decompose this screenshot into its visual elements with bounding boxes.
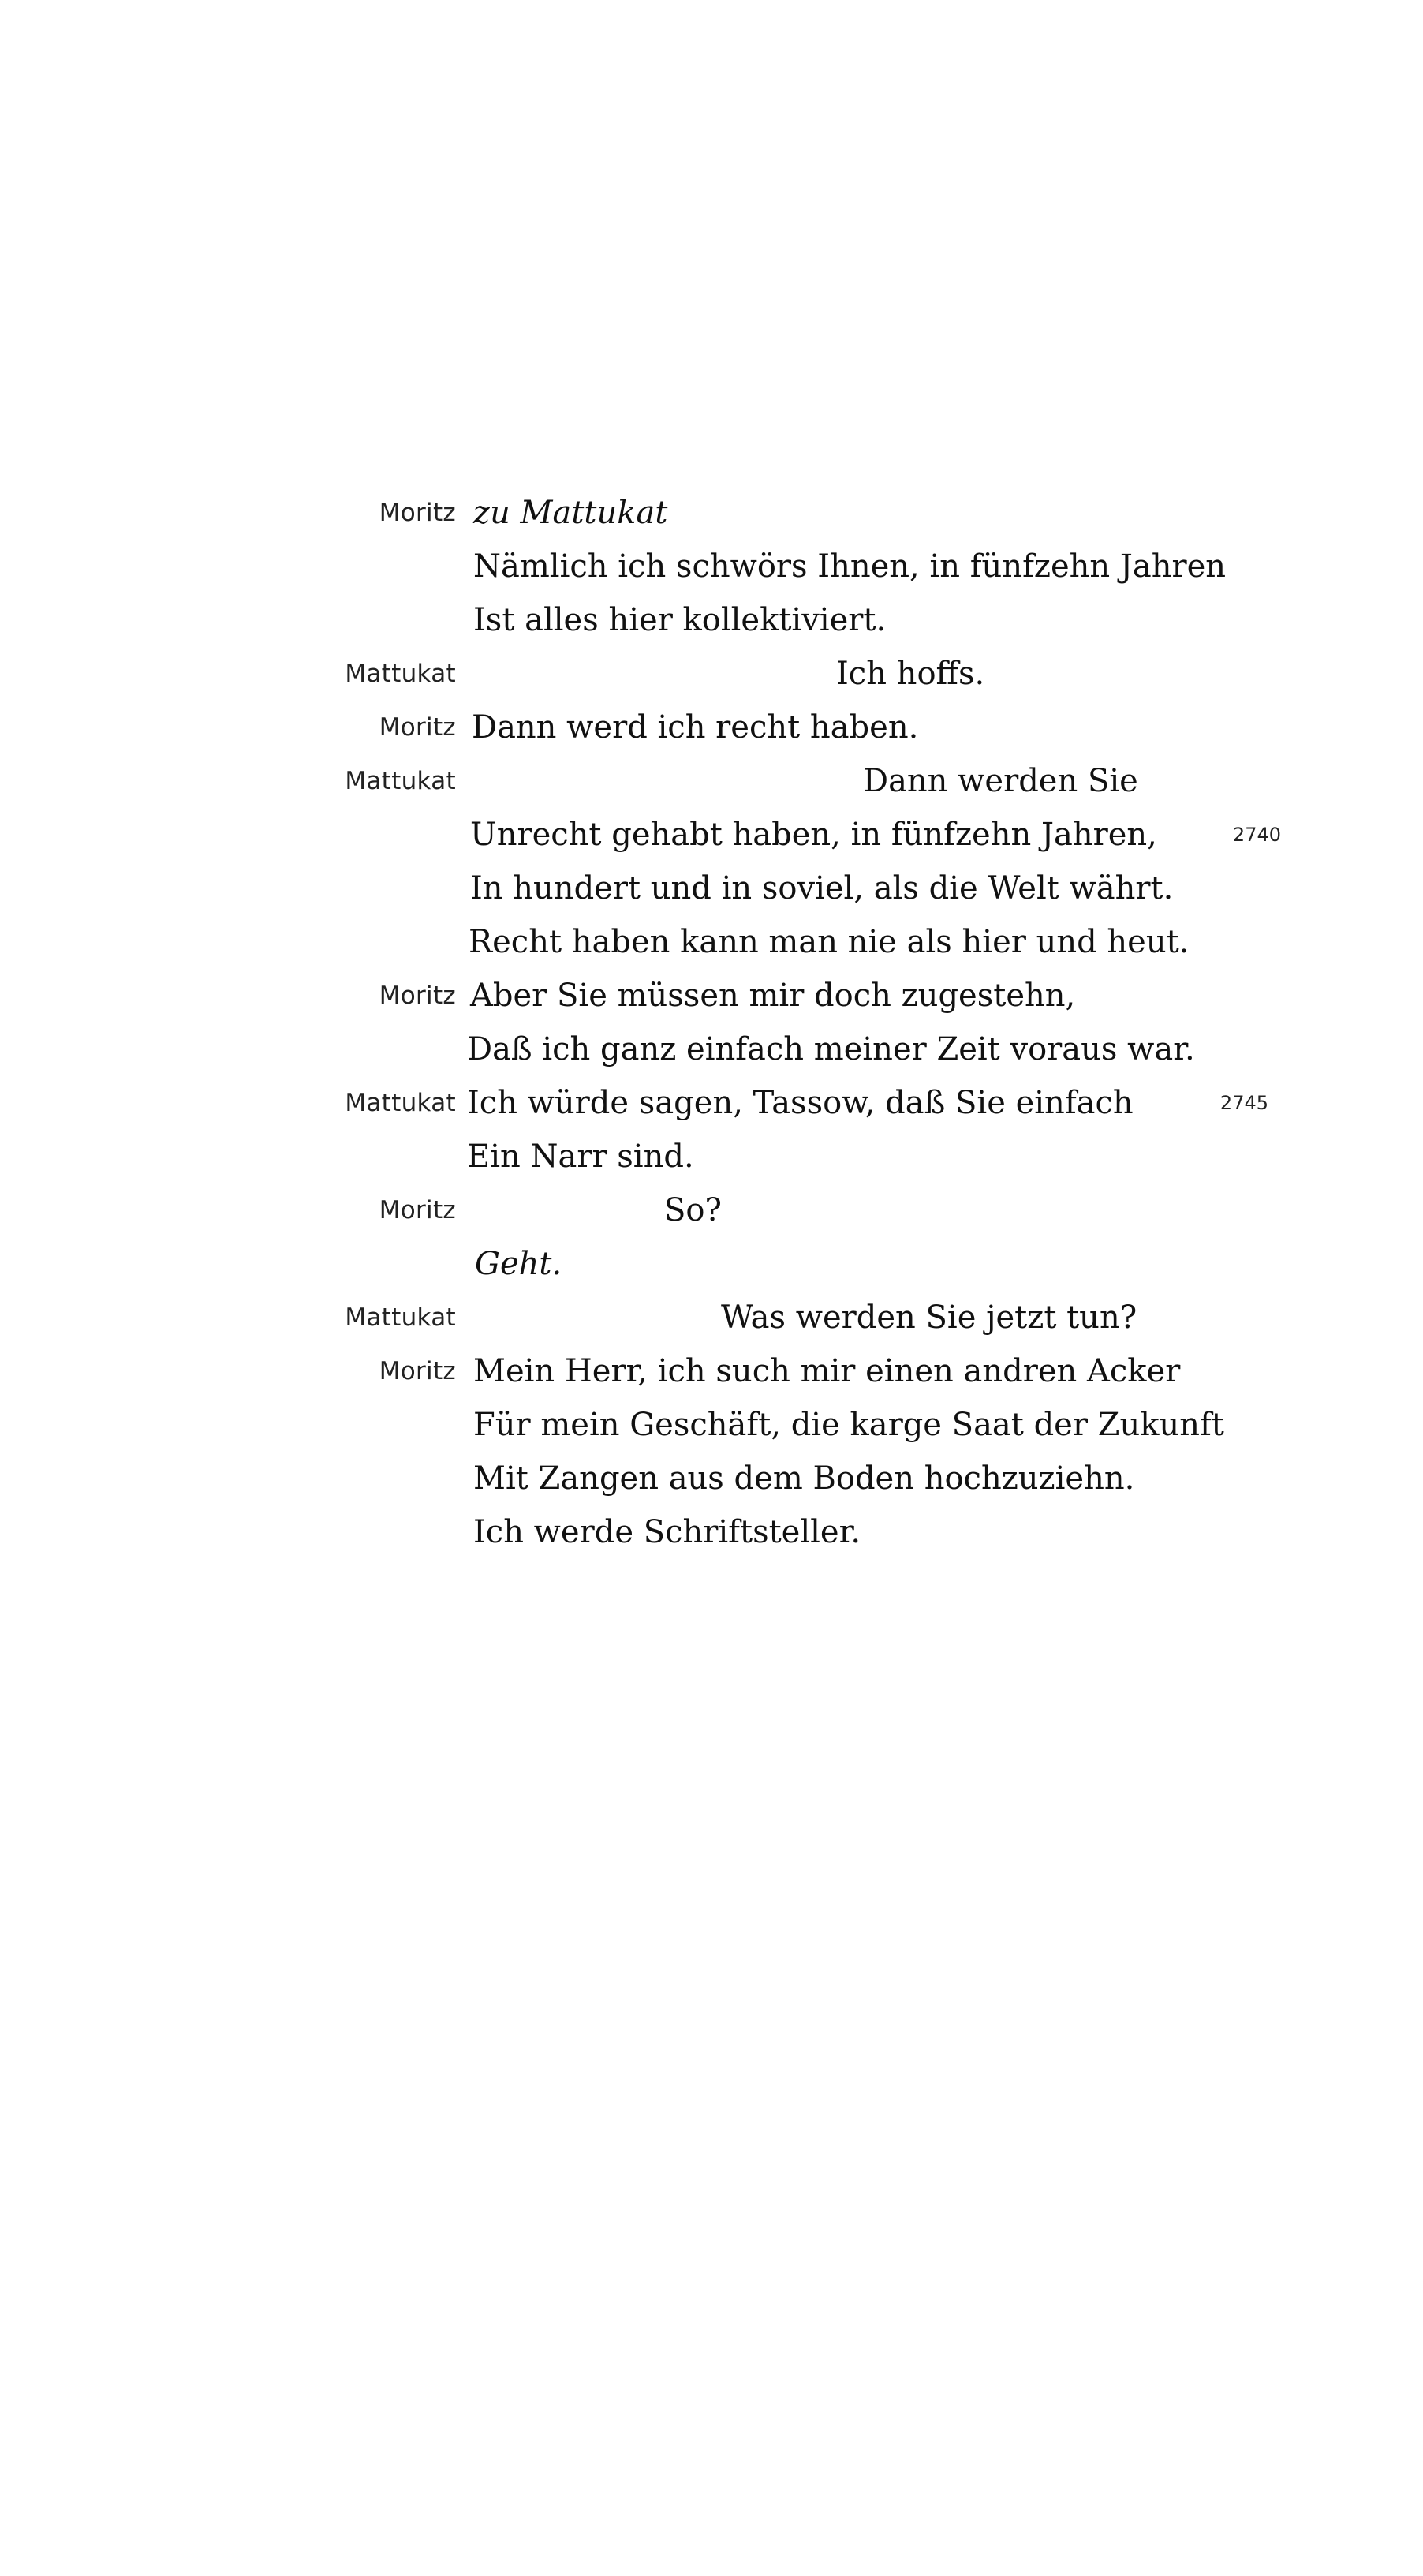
verse-text: Recht haben kann man nie als hier und heut. bbox=[469, 924, 1190, 960]
speaker-label: Moritz bbox=[379, 1196, 456, 1224]
verse-text: So? bbox=[664, 1192, 722, 1228]
verse-text: Ich werde Schriftsteller. bbox=[473, 1514, 861, 1550]
dialogue-line bbox=[0, 1398, 1423, 1452]
verse-text: Ist alles hier kollektiviert. bbox=[473, 602, 887, 638]
speaker-label: Moritz bbox=[379, 1357, 456, 1385]
dialogue-line bbox=[0, 1344, 1423, 1398]
dialogue-line bbox=[0, 1130, 1423, 1183]
dialogue-line bbox=[0, 808, 1423, 862]
verse-text: Nämlich ich schwörs Ihnen, in fünfzehn Jahren bbox=[473, 548, 1227, 585]
verse-text: Mit Zangen aus dem Boden hochzuziehn. bbox=[473, 1460, 1135, 1497]
verse-text: Dann werden Sie bbox=[863, 763, 1138, 799]
stage-direction: zu Mattukat bbox=[473, 495, 668, 531]
dialogue-line bbox=[0, 1076, 1423, 1130]
dialogue-line bbox=[0, 969, 1423, 1023]
dialogue-line bbox=[0, 647, 1423, 701]
dialogue-line bbox=[0, 1505, 1423, 1559]
speaker-label: Moritz bbox=[379, 499, 456, 527]
dialogue-line bbox=[0, 1291, 1423, 1344]
verse-text: Daß ich ganz einfach meiner Zeit voraus war. bbox=[467, 1031, 1195, 1067]
verse-text: Dann werd ich recht haben. bbox=[472, 709, 919, 746]
speaker-label: Mattukat bbox=[345, 767, 456, 795]
dialogue-line bbox=[0, 540, 1423, 593]
verse-text: Aber Sie müssen mir doch zugestehn, bbox=[470, 978, 1076, 1014]
verse-text: Ich würde sagen, Tassow, daß Sie einfach bbox=[467, 1085, 1134, 1121]
speaker-label: Moritz bbox=[379, 981, 456, 1010]
verse-text: In hundert und in soviel, als die Welt währt. bbox=[470, 870, 1174, 907]
line-number: 2745 bbox=[1219, 1092, 1268, 1114]
dialogue-line bbox=[0, 701, 1423, 754]
dialogue-line bbox=[0, 486, 1423, 540]
line-number: 2740 bbox=[1232, 824, 1281, 846]
verse-text: Was werden Sie jetzt tun? bbox=[721, 1299, 1137, 1336]
dialogue-line bbox=[0, 754, 1423, 808]
dialogue-line bbox=[0, 1023, 1423, 1076]
speaker-label: Moritz bbox=[379, 713, 456, 742]
speaker-label: Mattukat bbox=[345, 660, 456, 688]
dialogue-line bbox=[0, 593, 1423, 647]
dialogue-line bbox=[0, 862, 1423, 915]
verse-text: Mein Herr, ich such mir einen andren Acker bbox=[473, 1353, 1181, 1389]
stage-direction: Geht. bbox=[475, 1246, 562, 1282]
verse-text: Unrecht gehabt haben, in fünfzehn Jahren, bbox=[470, 817, 1157, 853]
speaker-label: Mattukat bbox=[345, 1303, 456, 1332]
speaker-label: Mattukat bbox=[345, 1089, 456, 1117]
verse-text: Für mein Geschäft, die karge Saat der Zukunft bbox=[473, 1407, 1224, 1443]
dialogue-line bbox=[0, 915, 1423, 969]
verse-text: Ich hoffs. bbox=[836, 656, 985, 692]
dialogue-line bbox=[0, 1183, 1423, 1237]
dialogue-line bbox=[0, 1237, 1423, 1291]
dialogue-line bbox=[0, 1452, 1423, 1505]
verse-text: Ein Narr sind. bbox=[467, 1138, 694, 1175]
